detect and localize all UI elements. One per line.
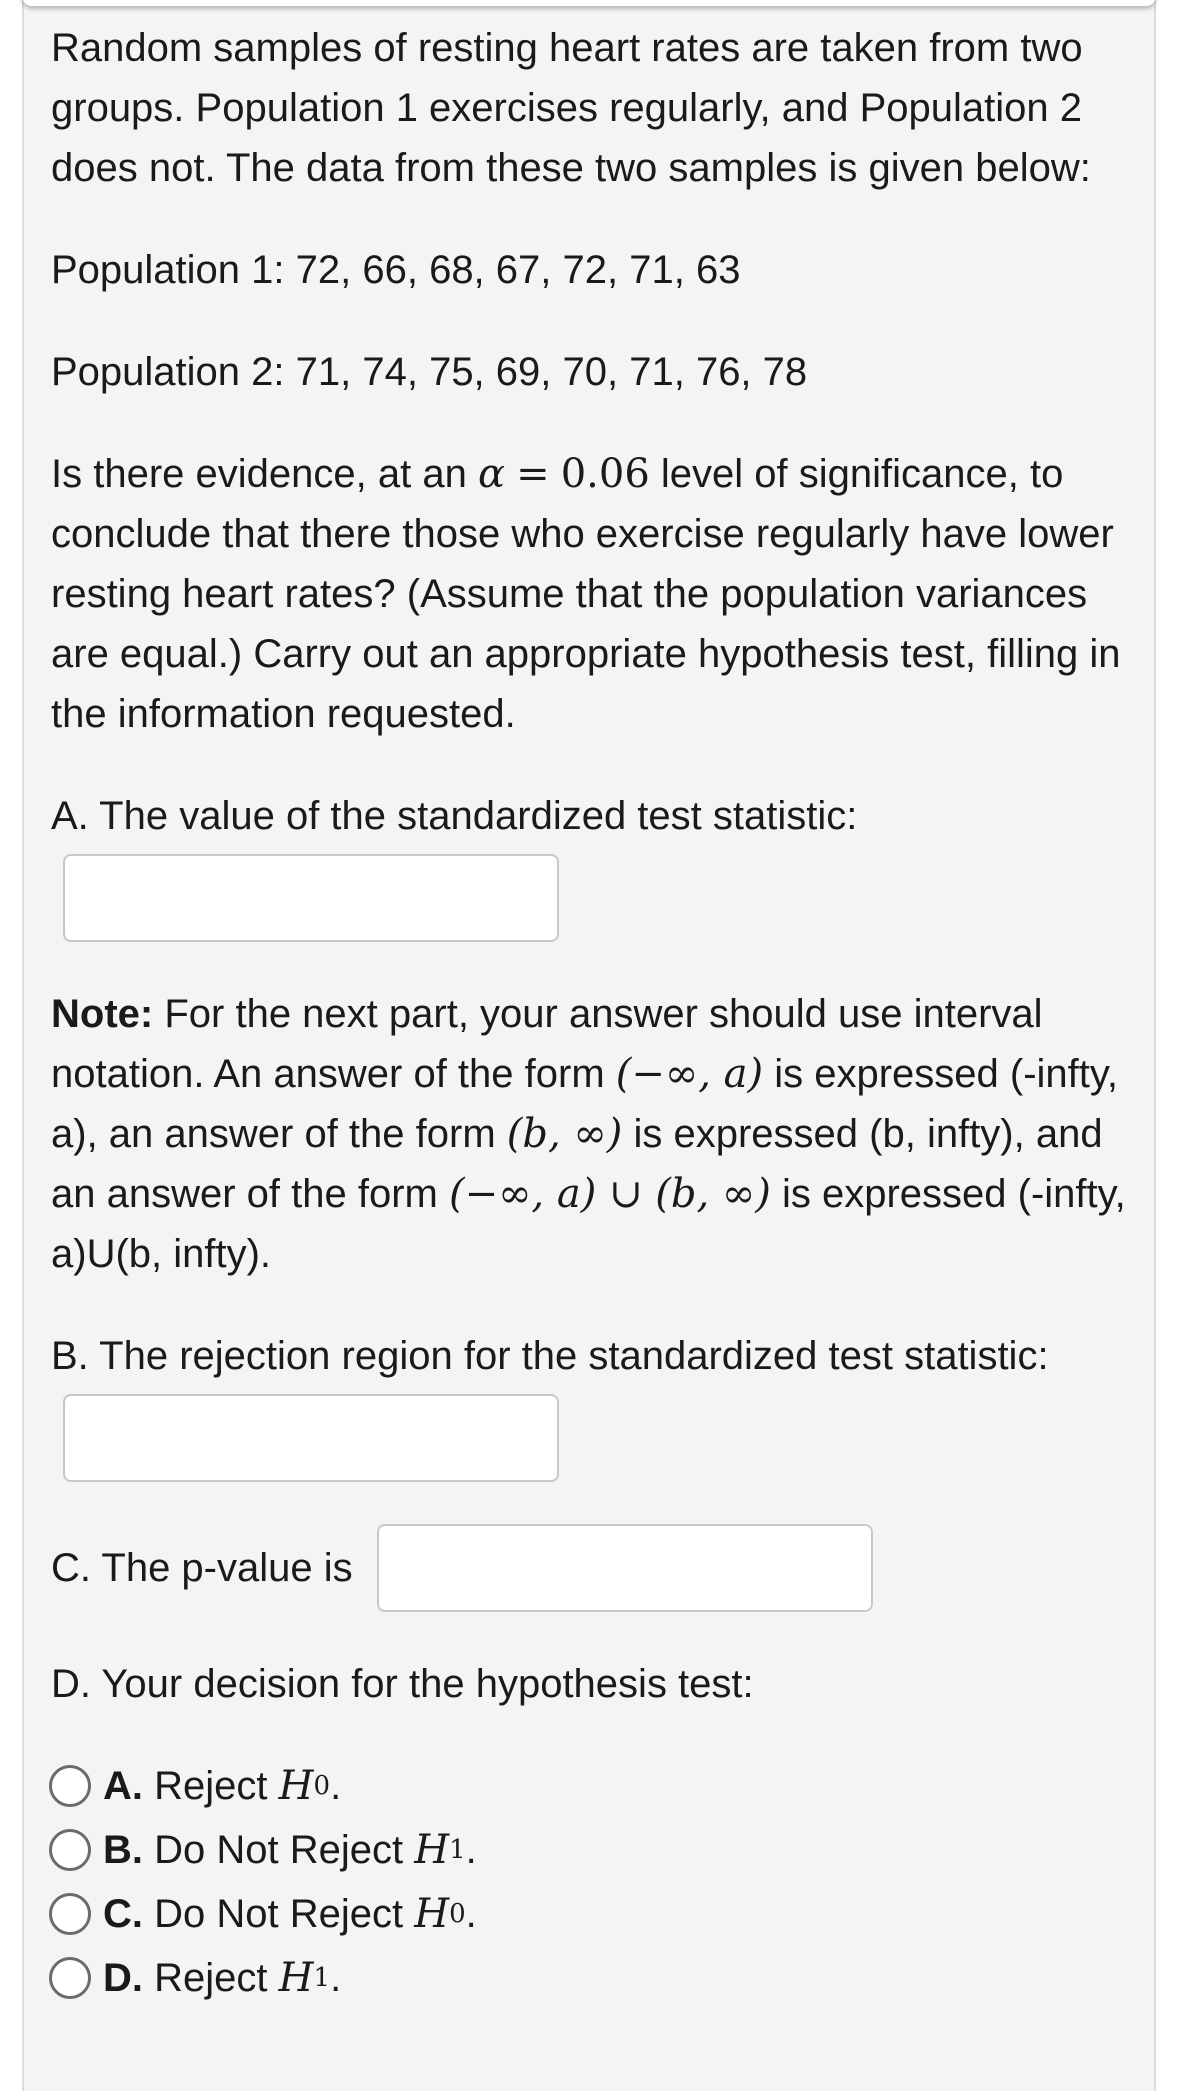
question-intro: Random samples of resting heart rates are taken from two groups. Population 1 exercises regularly, and Population 2 does not. The data from these two samples is given below: (51, 26, 1091, 190)
choice-b-period: . (465, 1828, 477, 1872)
test-statistic-input[interactable] (63, 854, 559, 942)
choice-c-radio[interactable] (49, 1893, 91, 1935)
decision-choices (51, 1754, 1131, 2010)
population-1-data: Population 1: 72, 66, 68, 67, 72, 71, 63 (51, 248, 741, 292)
choice-d-text: Reject (154, 1956, 268, 2000)
interval-note (51, 984, 1131, 1284)
choice-a-letter: A. (103, 1764, 143, 1808)
choice-c-text: Do Not Reject (154, 1892, 404, 1936)
note-math-2: (b, ∞) (506, 1111, 623, 1157)
note-text-3: is expressed (b, infty), and an answer of the form (51, 1112, 1103, 1216)
part-b-label: B. The rejection region for the standardized test statistic: (51, 1334, 1049, 1378)
part-d-label: D. Your decision for the hypothesis test: (51, 1662, 754, 1706)
choice-d-radio[interactable] (49, 1957, 91, 1999)
note-text-4: is expressed (-infty, a)U(b, infty). (51, 1172, 1126, 1276)
choice-c-letter: C. (103, 1892, 143, 1936)
choice-a-radio[interactable] (49, 1765, 91, 1807)
header-bar (22, 0, 1156, 6)
choice-b-symbol: H (414, 1827, 450, 1873)
part-a (51, 786, 1131, 942)
part-b (51, 1326, 1131, 1482)
choice-d[interactable]: D. Reject H 1 . (49, 1946, 1131, 2010)
choice-d-letter: D. (103, 1956, 143, 2000)
choice-d-period: . (330, 1956, 342, 2000)
note-math-3: (−∞, a) ∪ (b, ∞) (448, 1171, 771, 1217)
question-prompt (51, 444, 1131, 744)
part-c (51, 1524, 1131, 1612)
alpha-symbol: α (477, 451, 505, 497)
choice-c-symbol: H (414, 1891, 450, 1937)
alpha-value: 0.06 (560, 451, 650, 497)
choice-a-text: Reject (154, 1764, 268, 1808)
prompt-text-end: level of significance, to conclude that there those who exercise regularly have lower resting heart rates? (Assume that the population variances are equal.) Carry out an appropriate hypothesis test, filling in the information requested. (51, 452, 1121, 736)
choice-a[interactable]: A. Reject H 0 . (49, 1754, 1131, 1818)
note-text-2: is expressed (-infty, a), an answer of the form (51, 1052, 1119, 1156)
choice-b-text: Do Not Reject (154, 1828, 404, 1872)
choice-c[interactable]: C. Do Not Reject H 0 . (49, 1882, 1131, 1946)
note-text-1: For the next part, your answer should use interval notation. An answer of the form (51, 992, 1043, 1096)
question-content (51, 18, 1131, 2010)
note-math-1: (−∞, a) (615, 1051, 764, 1097)
choice-b[interactable]: B. Do Not Reject H 1 . (49, 1818, 1131, 1882)
population-2-data: Population 2: 71, 74, 75, 69, 70, 71, 76, 78 (51, 350, 808, 394)
choice-a-symbol: H (278, 1763, 314, 1809)
rejection-region-input[interactable] (63, 1394, 559, 1482)
choice-d-symbol: H (278, 1955, 314, 2001)
equals-sign: = (516, 451, 550, 497)
choice-b-letter: B. (103, 1828, 143, 1872)
part-c-label: C. The p-value is (51, 1546, 353, 1590)
choice-c-period: . (465, 1892, 477, 1936)
note-label: Note: (51, 992, 154, 1036)
choice-b-radio[interactable] (49, 1829, 91, 1871)
part-a-label: A. The value of the standardized test statistic: (51, 794, 858, 838)
prompt-text-start: Is there evidence, at an (51, 452, 467, 496)
p-value-input[interactable] (377, 1524, 873, 1612)
choice-a-period: . (330, 1764, 342, 1808)
part-d (51, 1654, 1131, 2010)
